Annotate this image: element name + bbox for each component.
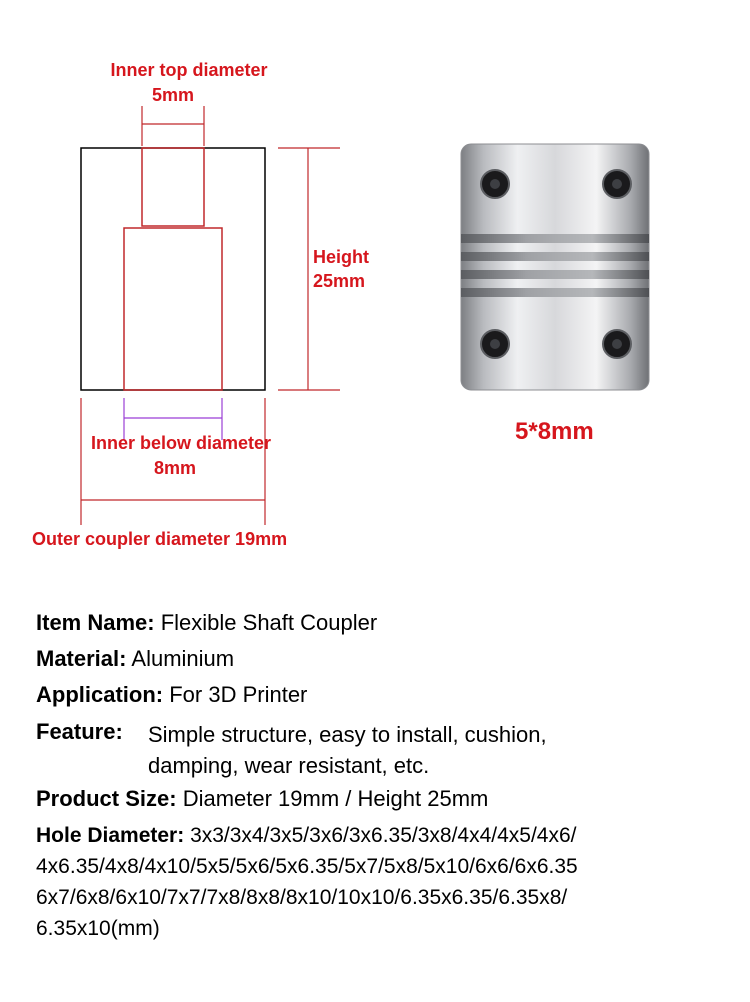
spec-feature — [36, 717, 123, 747]
material-label: Material: — [36, 646, 127, 671]
item-name-value: Flexible Shaft Coupler — [160, 610, 378, 635]
hole-line-2: 4x6.35/4x8/4x10/5x5/5x6/5x6.35/5x7/5x8/5x10/6x6/6x6.35 — [36, 855, 578, 878]
coupler-product-image — [455, 138, 655, 398]
spec-application — [36, 680, 307, 710]
hole-line-3: 6x7/6x8/6x10/7x7/7x8/8x8/8x10/10x10/6.35x6.35/6.35x8/ — [36, 886, 568, 909]
feature-value-line-2: damping, wear resistant, etc. — [148, 753, 430, 778]
height-value: 25mm — [313, 271, 366, 291]
outer-coupler-diameter-label: Outer coupler diameter 19mm — [32, 529, 288, 549]
hole-line-4: 6.35x10(mm) — [36, 917, 160, 940]
product-size-caption: 5*8mm — [515, 418, 594, 445]
spec-product-size — [36, 784, 488, 814]
coupler-outline — [81, 148, 265, 390]
inner-below-bore — [124, 228, 222, 390]
spec-material — [36, 644, 234, 674]
height-label: Height — [313, 247, 369, 267]
item-name-label: Item Name: — [36, 610, 155, 635]
feature-label: Feature: — [36, 719, 123, 744]
inner-top-diameter-value: 5mm — [151, 85, 195, 105]
inner-below-diameter-value: 8mm — [153, 458, 197, 478]
application-label: Application: — [36, 682, 164, 707]
application-value: For 3D Printer — [169, 682, 308, 707]
hole-line-1: 3x3/3x4/3x5/3x6/3x6.35/3x8/4x4/4x5/4x6/ — [190, 824, 577, 847]
spec-hole-diameter — [36, 821, 577, 851]
inner-top-bore — [142, 148, 204, 226]
feature-value-line-1: Simple structure, easy to install, cushion, — [148, 722, 547, 747]
product-size-label: Product Size: — [36, 786, 177, 811]
hole-diameter-label: Hole Diameter: — [36, 824, 185, 847]
material-value: Aluminium — [131, 646, 235, 671]
inner-top-diameter-label: Inner top diameter — [110, 60, 268, 80]
spec-item-name — [36, 608, 377, 638]
product-size-value: Diameter 19mm / Height 25mm — [182, 786, 489, 811]
inner-below-diameter-label: Inner below diameter — [90, 433, 272, 453]
